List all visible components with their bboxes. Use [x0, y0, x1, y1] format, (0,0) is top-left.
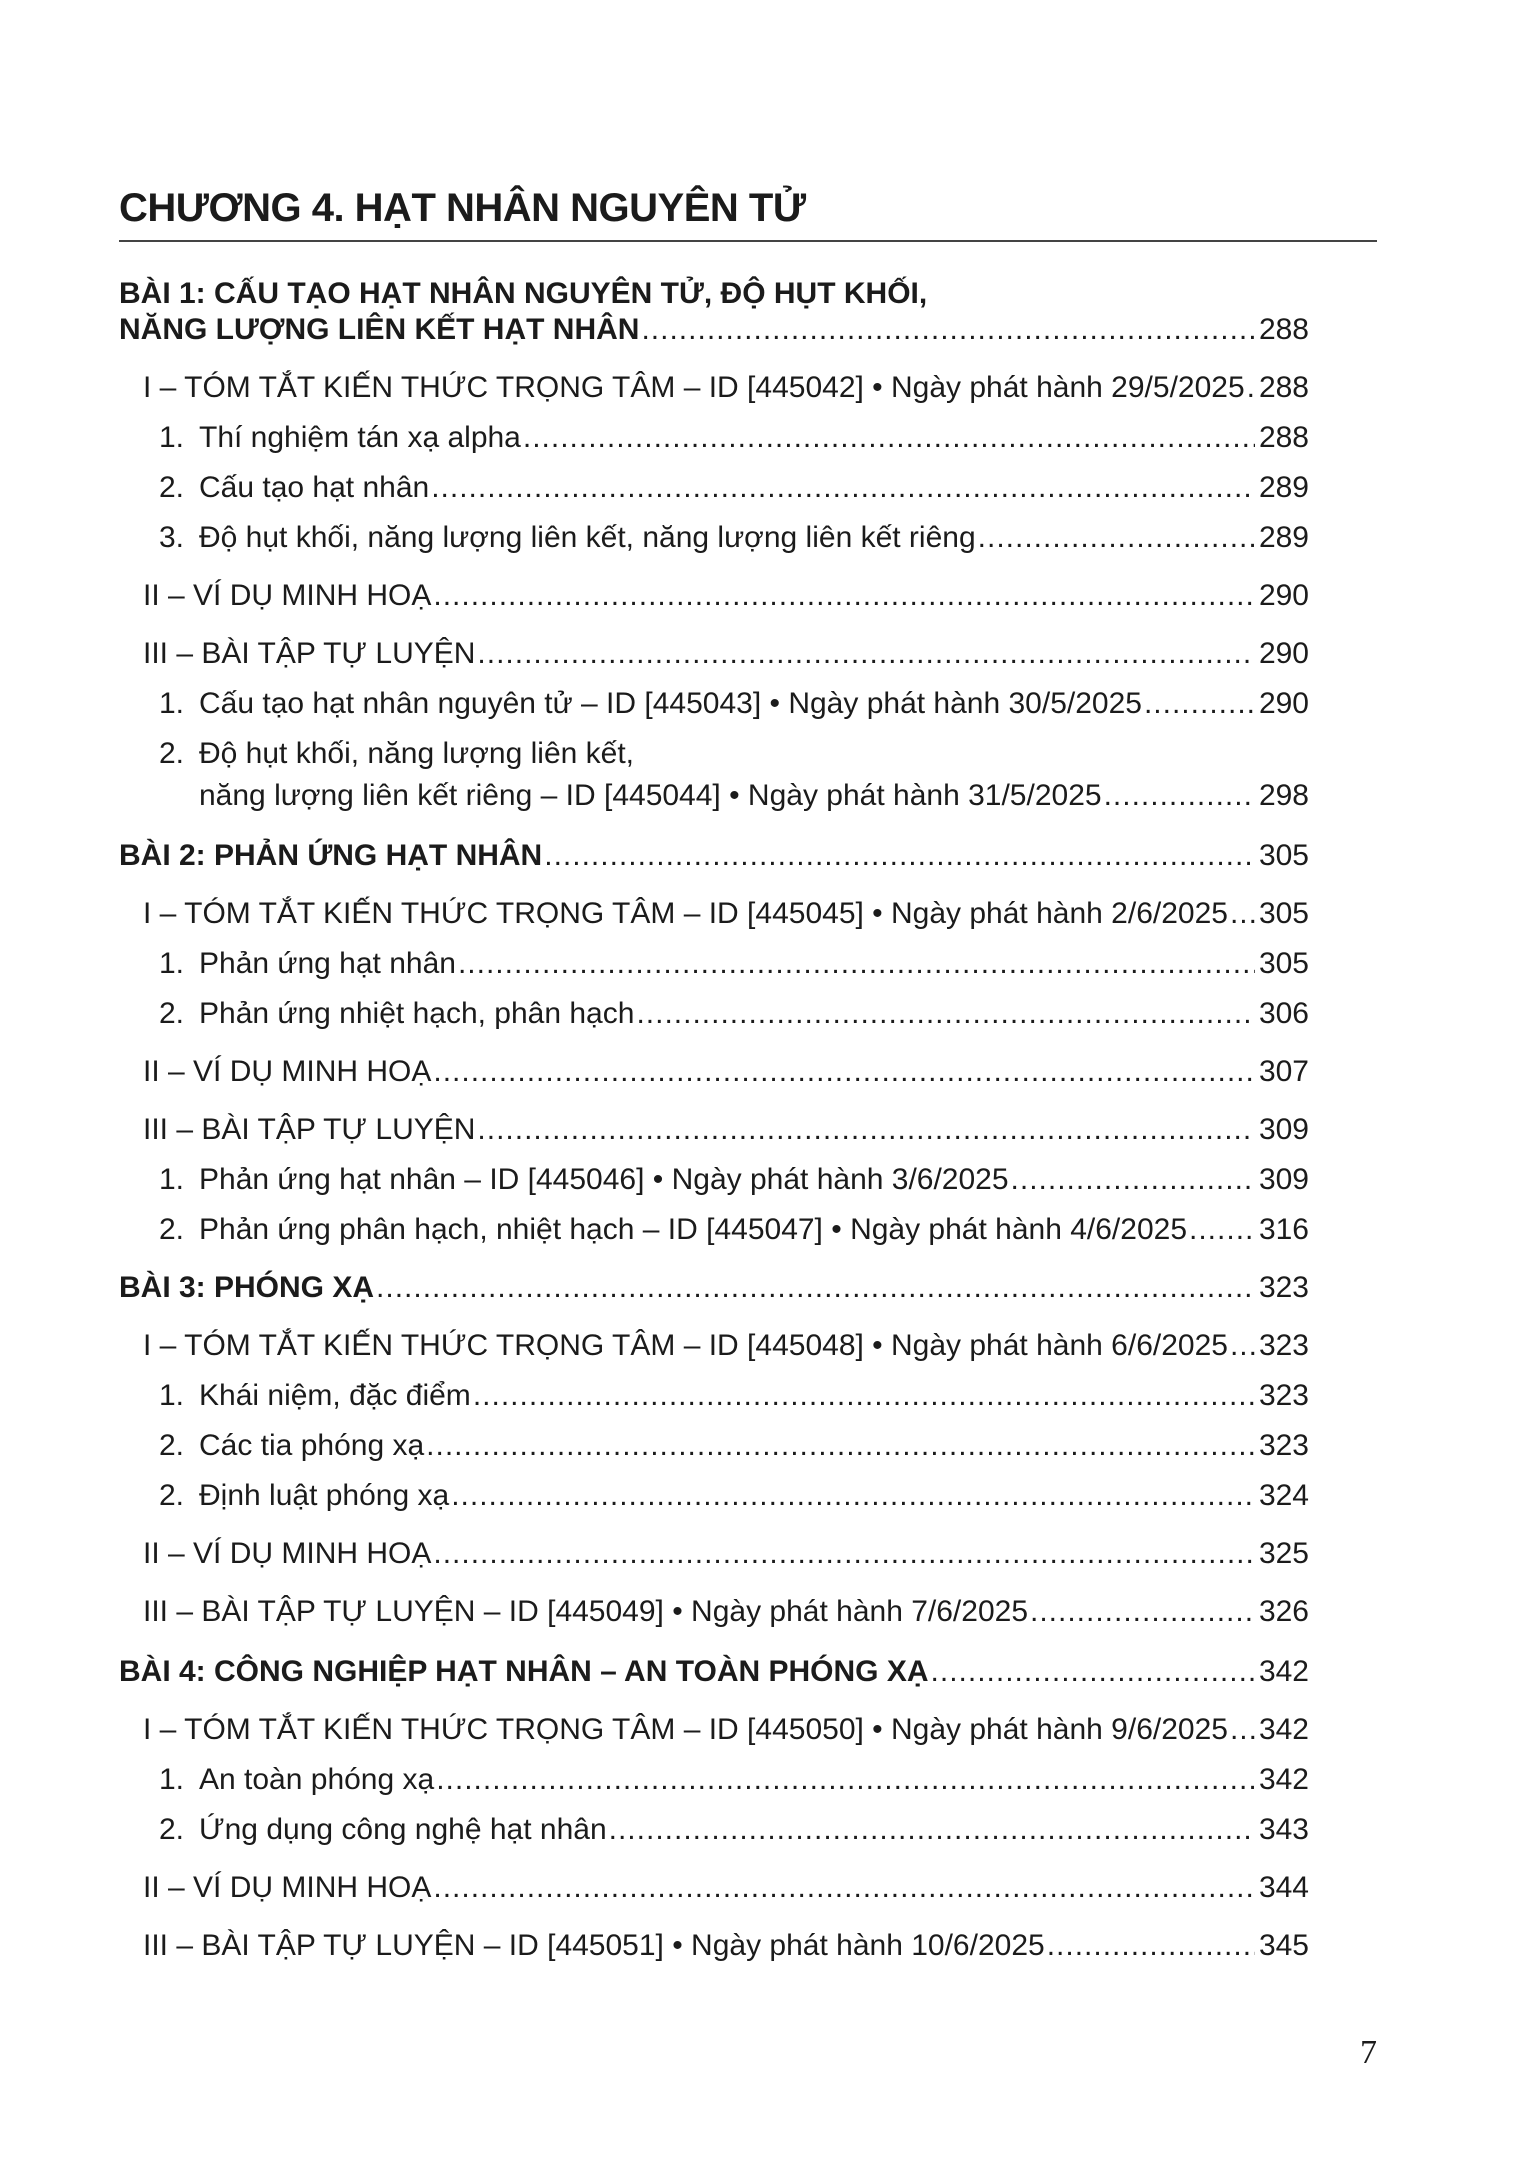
toc-entry-item[interactable] [159, 1758, 1309, 1802]
dot-leader [1228, 1324, 1255, 1368]
toc-entry-number: 2. [159, 1479, 185, 1512]
toc-entry-section[interactable] [143, 574, 1309, 618]
toc-entry-section[interactable] [143, 1924, 1309, 1968]
dot-leader [449, 1474, 1255, 1518]
dot-leader [431, 1866, 1255, 1910]
toc-entry-text-line1: Độ hụt khối, năng lượng liên kết, [199, 737, 635, 770]
toc-entry-text: I – TÓM TẮT KIẾN THỨC TRỌNG TÂM – ID [445050] • Ngày phát hành 9/6/2025 [143, 1713, 1228, 1746]
toc-entry-section[interactable] [143, 366, 1309, 410]
toc-entry-text: Thí nghiệm tán xạ alpha [199, 421, 521, 454]
toc-entry-text: Phản ứng hạt nhân [199, 947, 456, 980]
dot-leader [475, 632, 1255, 676]
dot-leader [434, 1758, 1255, 1802]
toc-entry-page: 345 [1258, 1929, 1309, 1962]
toc-entry-item[interactable] [159, 1424, 1309, 1468]
chapter-title: CHƯƠNG 4. HẠT NHÂN NGUYÊN TỬ [119, 186, 806, 230]
dot-leader [424, 1424, 1255, 1468]
toc-entry-page: 325 [1258, 1537, 1309, 1570]
toc-entry-number: 2. [159, 997, 185, 1030]
toc-entry-text: III – BÀI TẬP TỰ LUYỆN – ID [445051] • Ngày phát hành 10/6/2025 [143, 1929, 1045, 1962]
toc-entry-page: 290 [1258, 637, 1309, 670]
toc-entry-text: II – VÍ DỤ MINH HOẠ [143, 1871, 432, 1904]
toc-entry-page: 344 [1258, 1871, 1309, 1904]
toc-entry-text: Cấu tạo hạt nhân nguyên tử – ID [445043] • Ngày phát hành 30/5/2025 [199, 687, 1142, 720]
toc-entry-page: 326 [1258, 1595, 1309, 1628]
toc-entry-text: Định luật phóng xạ [199, 1479, 450, 1512]
toc-entry-page: 290 [1258, 579, 1309, 612]
toc-entry-bai-3[interactable] [119, 1266, 1309, 1310]
toc-entry-item[interactable] [159, 942, 1309, 986]
dot-leader [431, 574, 1255, 618]
toc-entry-item[interactable] [159, 1808, 1309, 1852]
toc-entry-number: 2. [159, 471, 185, 504]
toc-entry-number: 1. [159, 1379, 185, 1412]
toc-entry-number: 2. [159, 1429, 185, 1462]
toc-entry-page: 323 [1258, 1429, 1309, 1462]
toc-entry-page: 324 [1258, 1479, 1309, 1512]
toc-entry-text: Phản ứng hạt nhân – ID [445046] • Ngày phát hành 3/6/2025 [199, 1163, 1009, 1196]
toc-entry-text: BÀI 4: CÔNG NGHIỆP HẠT NHÂN – AN TOÀN PHÓNG XẠ [119, 1655, 929, 1688]
toc-entry-section[interactable] [143, 892, 1309, 936]
toc-entry-section[interactable] [143, 1866, 1309, 1910]
toc-entry-text: Phản ứng phân hạch, nhiệt hạch – ID [445047] • Ngày phát hành 4/6/2025 [199, 1213, 1188, 1246]
toc-entry-text: I – TÓM TẮT KIẾN THỨC TRỌNG TÂM – ID [445042] • Ngày phát hành 29/5/2025 [143, 371, 1245, 404]
toc-entry-page: 307 [1258, 1055, 1309, 1088]
toc-entry-text: Ứng dụng công nghệ hạt nhân [199, 1813, 607, 1846]
toc-entry-item[interactable] [159, 416, 1309, 460]
toc-entry-page: 323 [1258, 1329, 1309, 1362]
dot-leader [374, 1266, 1255, 1310]
toc-entry-text: Cấu tạo hạt nhân [199, 471, 430, 504]
dot-leader [1142, 682, 1255, 726]
toc-entry-page: 342 [1258, 1655, 1309, 1688]
toc-entry-number: 1. [159, 947, 185, 980]
toc-entry-page: 342 [1258, 1713, 1309, 1746]
chapter-divider [119, 240, 1377, 242]
toc-entry-page: 289 [1258, 521, 1309, 554]
toc-entry-section[interactable] [143, 1590, 1309, 1634]
toc-entry-section[interactable] [143, 632, 1309, 676]
toc-entry-number: 2. [159, 737, 185, 770]
toc-entry-page: 305 [1258, 839, 1309, 872]
dot-leader [429, 466, 1255, 510]
dot-leader [475, 1108, 1255, 1152]
toc-entry-text: II – VÍ DỤ MINH HOẠ [143, 1055, 432, 1088]
toc-entry-item[interactable] [159, 516, 1309, 560]
toc-entry-text: Độ hụt khối, năng lượng liên kết, năng lượng liên kết riêng [199, 521, 976, 554]
dot-leader [634, 992, 1255, 1036]
toc-entry-text: II – VÍ DỤ MINH HOẠ [143, 1537, 432, 1570]
toc-entry-page: 305 [1258, 897, 1309, 930]
toc-entry-text: Các tia phóng xạ [199, 1429, 425, 1462]
dot-leader [1045, 1924, 1255, 1968]
dot-leader [607, 1808, 1255, 1852]
toc-entry-bai-4[interactable] [119, 1650, 1309, 1694]
dot-leader [639, 308, 1255, 352]
dot-leader [521, 416, 1255, 460]
dot-leader [1009, 1158, 1255, 1202]
toc-entry-number: 1. [159, 1763, 185, 1796]
toc-entry-page: 342 [1258, 1763, 1309, 1796]
toc-entry-text: Khái niệm, đặc điểm [199, 1379, 471, 1412]
dot-leader [1028, 1590, 1255, 1634]
toc-entry-bai-1[interactable] [119, 308, 1309, 352]
toc-entry-page: 288 [1258, 371, 1309, 404]
dot-leader [976, 516, 1255, 560]
toc-entry-number: 1. [159, 687, 185, 720]
toc-entry-item[interactable] [159, 1374, 1309, 1418]
toc-entry-section[interactable] [143, 1050, 1309, 1094]
toc-entry-page: 288 [1258, 421, 1309, 454]
toc-entry-text: I – TÓM TẮT KIẾN THỨC TRỌNG TÂM – ID [445045] • Ngày phát hành 2/6/2025 [143, 897, 1228, 930]
page-number: 7 [1360, 2034, 1377, 2071]
toc-entry-page: 305 [1258, 947, 1309, 980]
toc-entry-number: 2. [159, 1813, 185, 1846]
toc-entry-text: năng lượng liên kết riêng – ID [445044] • Ngày phát hành 31/5/2025 [199, 779, 1102, 812]
dot-leader [431, 1050, 1255, 1094]
toc-entry-number: 1. [159, 1163, 185, 1196]
toc-entry-page: 309 [1258, 1113, 1309, 1146]
toc-entry-page: 309 [1258, 1163, 1309, 1196]
toc-entry-text: III – BÀI TẬP TỰ LUYỆN – ID [445049] • Ngày phát hành 7/6/2025 [143, 1595, 1028, 1628]
toc-entry-page: 343 [1258, 1813, 1309, 1846]
dot-leader [1228, 1708, 1255, 1752]
toc-entry-item[interactable] [159, 466, 1309, 510]
toc-entry-text: II – VÍ DỤ MINH HOẠ [143, 579, 432, 612]
toc-entry-number: 2. [159, 1213, 185, 1246]
toc-entry-text: BÀI 2: PHẢN ỨNG HẠT NHÂN [119, 839, 543, 872]
toc-entry-page: 323 [1258, 1379, 1309, 1412]
toc-entry-item[interactable] [159, 1474, 1309, 1518]
toc-entry-page: 316 [1258, 1213, 1309, 1246]
toc-entry-item[interactable] [159, 992, 1309, 1036]
dot-leader [929, 1650, 1255, 1694]
dot-leader [1187, 1208, 1255, 1252]
toc-entry-section[interactable] [143, 1532, 1309, 1576]
toc-entry-item[interactable] [159, 1158, 1309, 1202]
toc-entry-text: NĂNG LƯỢNG LIÊN KẾT HẠT NHÂN [119, 313, 640, 346]
dot-leader [456, 942, 1255, 986]
toc-entry-text: I – TÓM TẮT KIẾN THỨC TRỌNG TÂM – ID [445048] • Ngày phát hành 6/6/2025 [143, 1329, 1228, 1362]
dot-leader [542, 834, 1255, 878]
toc-entry-item[interactable] [159, 1208, 1309, 1252]
toc-entry-number: 3. [159, 521, 185, 554]
toc-entry-text: Phản ứng nhiệt hạch, phân hạch [199, 997, 635, 1030]
toc-entry-item-continued[interactable] [199, 774, 1309, 818]
toc-entry-text: BÀI 3: PHÓNG XẠ [119, 1271, 375, 1304]
toc-entry-item[interactable] [159, 682, 1309, 726]
toc-entry-text: III – BÀI TẬP TỰ LUYỆN [143, 1113, 476, 1146]
dot-leader [471, 1374, 1255, 1418]
toc-entry-text: III – BÀI TẬP TỰ LUYỆN [143, 637, 476, 670]
toc-entry-page: 323 [1258, 1271, 1309, 1304]
toc-entry-section[interactable] [143, 1324, 1309, 1368]
toc-entry-section[interactable] [143, 1108, 1309, 1152]
toc-bai-1-line1: BÀI 1: CẤU TẠO HẠT NHÂN NGUYÊN TỬ, ĐỘ HỤT KHỐI, [119, 277, 928, 310]
toc-entry-page: 298 [1258, 779, 1309, 812]
toc-entry-bai-2[interactable] [119, 834, 1309, 878]
dot-leader [1245, 366, 1255, 410]
toc-entry-page: 306 [1258, 997, 1309, 1030]
toc-entry-number: 1. [159, 421, 185, 454]
toc-entry-section[interactable] [143, 1708, 1309, 1752]
toc-entry-page: 290 [1258, 687, 1309, 720]
toc-entry-text: An toàn phóng xạ [199, 1763, 435, 1796]
toc-entry-page: 289 [1258, 471, 1309, 504]
dot-leader [1102, 774, 1255, 818]
toc-entry-page: 288 [1258, 313, 1309, 346]
dot-leader [431, 1532, 1255, 1576]
dot-leader [1228, 892, 1255, 936]
toc-item-2-line1 [159, 732, 634, 776]
